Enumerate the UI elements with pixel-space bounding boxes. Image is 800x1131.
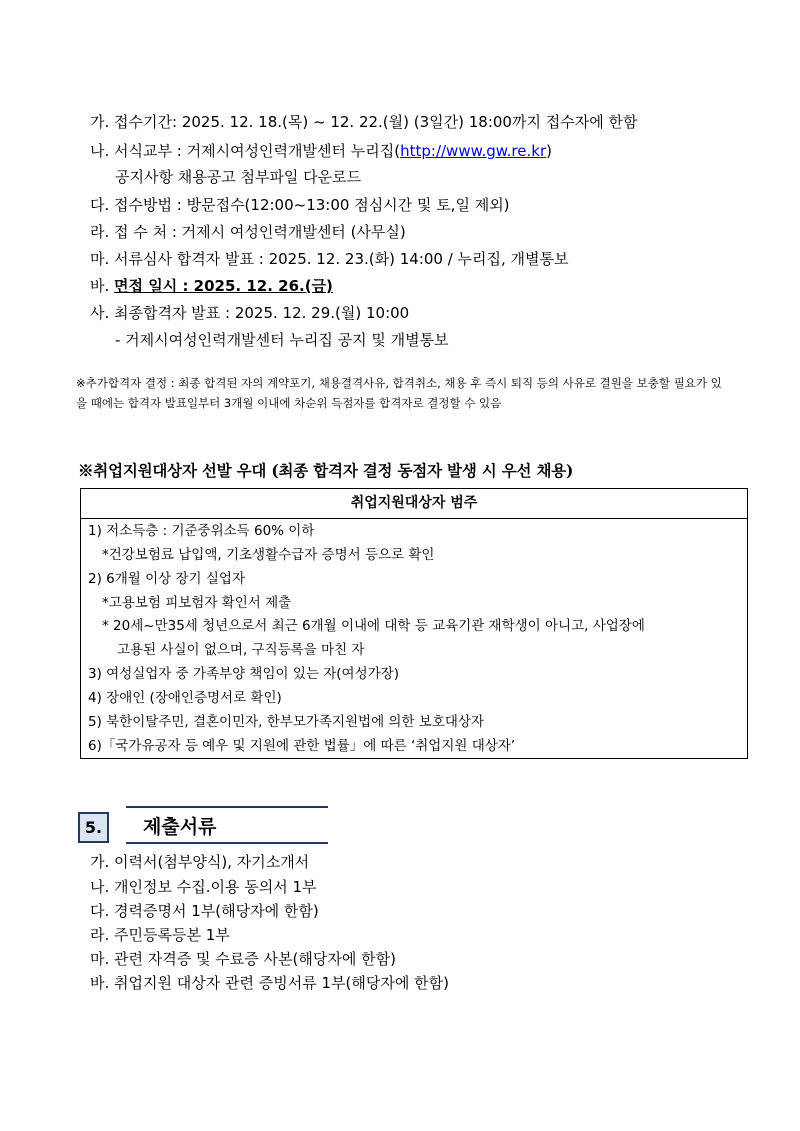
section-number: 5. [78,812,109,843]
schedule-item-ra [90,222,406,242]
item-text: 서식교부 : 거제시여성인력개발센터 누리집( [114,142,401,160]
item-text: 최종합격자 발표 : 2025. 12. 29.(월) 10:00 [114,304,410,322]
item-text: 접수기간: 2025. 12. 18.(목) ~ 12. 22.(월) (3일간) 18:00까지 접수자에 한함 [114,113,638,131]
item-text: 개인정보 수집.이용 동의서 1부 [114,878,317,896]
schedule-item-na [90,141,552,161]
marker: 다. [90,196,110,214]
document-item-da [90,901,319,921]
document-item-ba [90,973,449,993]
item-text: 경력증명서 1부(해당자에 한함) [114,902,319,920]
item-text: 이력서(첨부양식), 자기소개서 [114,853,310,871]
category-line: 고용된 사실이 없으며, 구직등록을 마친 자 [117,642,365,658]
document-item-ra [90,925,230,945]
item-text: 주민등록등본 1부 [114,926,230,944]
preference-heading: ※취업지원대상자 선발 우대 (최종 합격자 결정 동점자 발생 시 우선 채용) [78,461,574,480]
section-title: 제출서류 [143,816,217,838]
marker: 라. [90,223,110,241]
schedule-item-sa-cont [115,330,449,350]
document-item-ma [90,949,396,969]
marker: 마. [90,250,110,268]
item-text: - 거제시여성인력개발센터 누리집 공지 및 개별통보 [115,331,449,349]
homepage-link[interactable]: http://www.gw.re.kr [400,142,547,160]
category-line: 2) 6개월 이상 장기 실업자 [88,571,245,587]
category-box [80,488,748,759]
marker: 바. [90,974,110,992]
category-line: 4) 장애인 (장애인증명서로 확인) [88,690,282,706]
category-line: *고용보험 피보험자 확인서 제출 [102,595,292,611]
marker: 라. [90,926,110,944]
item-text: 접수방법 : 방문접수(12:00~13:00 점심시간 및 토,일 제외) [114,196,510,214]
category-line: 3) 여성실업자 중 가족부양 책임이 있는 자(여성가장) [88,666,399,682]
category-line: *건강보험료 납입액, 기초생활수급자 증명서 등으로 확인 [102,547,435,563]
marker: 사. [90,304,110,322]
interview-date: 면접 일시 : 2025. 12. 26.(금) [114,277,333,295]
section-title-rule-bottom [126,842,328,844]
marker: 바. [90,277,110,295]
schedule-item-ga [90,112,637,132]
marker: 마. [90,950,110,968]
item-text: 접 수 처 : 거제시 여성인력개발센터 (사무실) [114,223,406,241]
schedule-item-ma [90,249,569,269]
section-title-rule-top [126,806,328,808]
schedule-item-sa [90,303,409,323]
item-text: 관련 자격증 및 수료증 사본(해당자에 한함) [114,950,396,968]
document-item-na [90,877,317,897]
schedule-item-ba [90,276,333,296]
item-text: 취업지원 대상자 관련 증빙서류 1부(해당자에 한함) [114,974,449,992]
item-text: 공지사항 채용공고 첨부파일 다운로드 [115,168,362,186]
category-line: 6)「국가유공자 등 예우 및 지원에 관한 법률」에 따른 ‘취업지원 대상자’ [88,738,516,754]
item-text: 서류심사 합격자 발표 : 2025. 12. 23.(화) 14:00 / 누리집, 개별통보 [114,250,569,268]
marker: 가. [90,113,110,131]
marker: 나. [90,142,110,160]
marker: 다. [90,902,110,920]
marker: 나. [90,878,110,896]
marker: 가. [90,853,110,871]
document-item-ga [90,852,309,872]
schedule-item-na-cont [115,167,361,187]
category-line: * 20세~만35세 청년으로서 최근 6개월 이내에 대학 등 교육기관 재학생이 아니고, 사업장에 [102,618,645,634]
category-line: 5) 북한이탈주민, 결혼이민자, 한부모가족지원법에 의한 보호대상자 [88,714,485,730]
schedule-item-da [90,195,510,215]
category-box-header: 취업지원대상자 범주 [81,489,747,519]
item-suffix: ) [546,142,552,160]
category-line: 1) 저소득층 : 기준중위소득 60% 이하 [88,523,315,539]
additional-pass-note: ※추가합격자 결정 : 최종 합격된 자의 계약포기, 채용결격사유, 합격취소, 채용 후 즉시 퇴직 등의 사유로 결원을 보충할 필요가 있을 때에는 합격자 발표일부터 3개월 이내에 차순위 득점자를 합격자로 결정할 수 있음 [76,376,722,410]
